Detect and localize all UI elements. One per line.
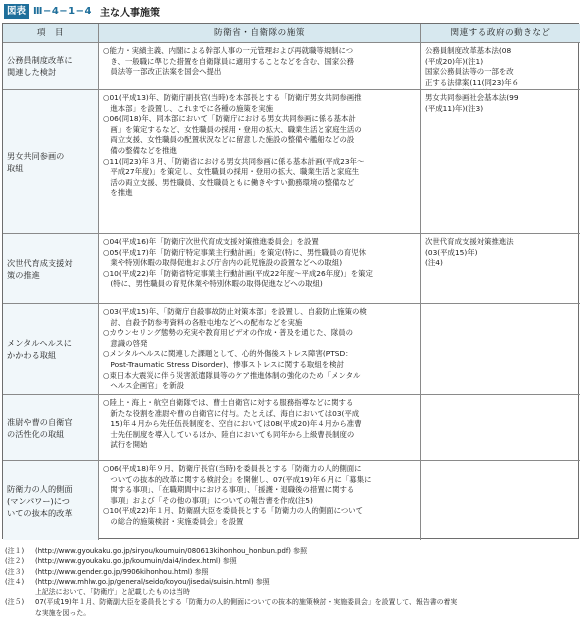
government-action-line: (03(平成15)年) <box>425 247 478 257</box>
measure-line: ○06(平成18)年９月、防衛庁長官(当時)を委員長とする「防衛力の人的側面に <box>103 464 362 473</box>
footnote-label: (注３) <box>5 567 25 576</box>
row-item-label <box>3 43 99 90</box>
government-action-line: 男女共同参画社会基本法(99 <box>425 93 519 102</box>
government-action-line: (平成20)年)(注1) <box>425 56 484 66</box>
table-header-cell: 項 目 <box>3 24 99 43</box>
row-measures <box>99 90 421 234</box>
government-action-line: (平成11)年)(注3) <box>425 103 484 113</box>
footnote-text <box>35 567 577 577</box>
measure-line: 画」を策定するなど、女性職員の採用・登用の拡大、職業生活と家庭生活の <box>103 124 362 134</box>
measure-line: 討、自殺予防参考資料の各駐屯地などへの配布などを実施 <box>103 317 303 327</box>
row-government-actions <box>421 461 580 540</box>
row-measures <box>99 234 421 304</box>
row-measures <box>99 395 421 461</box>
measure-line: ついての抜本的改革に関する検討会」を開催し、07(平成19)年６月に「募集に <box>103 474 372 484</box>
row-item-label <box>3 234 99 304</box>
footnote-text <box>35 546 577 556</box>
footnotes <box>5 546 577 618</box>
measure-line: ○能力・実績主義、内閣による幹部人事の一元管理および再就職等規制につ <box>103 46 354 55</box>
row-item-line: 防衛力の人的側面 <box>7 483 73 494</box>
row-item-line: 公務員制度改革に <box>7 55 73 65</box>
measure-line: 備の整備などを推進 <box>103 145 177 155</box>
measure-line: 試行を開始 <box>103 440 148 450</box>
row-item-line: メンタルヘルスに <box>7 338 72 348</box>
footnote-line: (http://www.gender.go.jp/9906kihonhou.html) 参照 <box>35 567 209 576</box>
row-item-text <box>7 150 64 174</box>
figure-heading <box>4 3 160 19</box>
measure-line: き、一般職に準じた措置を自衛隊員に適用することなどを含む、国家公務 <box>103 56 354 66</box>
figure-badge: 図表 <box>4 4 29 19</box>
row-government-actions <box>421 304 580 395</box>
row-item-line: 次世代育成支援対 <box>7 257 73 268</box>
footnote-text <box>35 577 577 598</box>
measure-line: 15)年４月から先任伍長制度を、空自においては08(平成20)年４月から准曹 <box>103 419 362 429</box>
footnote-label: (注１) <box>5 547 25 555</box>
measure-line: 両立支援、女性職員の配置状況などに留意した施設の整備や艦船などの設 <box>103 135 355 145</box>
footnote-line: 上記法において、「防衛庁」と記載したものは当時 <box>35 588 190 597</box>
measure-line: ○カウンセリング態勢の充実や教育用ビデオの作成・普及を通じた、隊員の <box>103 328 354 338</box>
footnote <box>5 597 577 618</box>
measure-line: 士先任制度を導入しているほか、陸自においても同年から上級曹長制度の <box>103 429 355 439</box>
government-action-line: (注4) <box>425 258 443 268</box>
measure-line: の総合的施策検討・実施委員会」を設置 <box>103 516 244 526</box>
footnote-label: (注２) <box>5 557 25 566</box>
measure-line: ○01(平成13)年、防衛庁副長官(当時)を本部長とする「防衛庁男女共同参画推 <box>103 93 362 102</box>
footnote-label: (注５) <box>5 598 25 607</box>
row-item-line: かかわる取組 <box>7 350 57 360</box>
measure-line: ○10(平成22)年「防衛省特定事業主行動計画(平成22年度〜平成26年度)」を策定 <box>103 268 373 278</box>
row-item-text <box>7 416 73 440</box>
government-action-line: 国家公務員法等の一部を改 <box>425 67 514 77</box>
measure-line: 活の両立支援、男性職員、女性職員ともに働きやすい勤務環境の整備など <box>103 177 355 187</box>
measure-line: 業や特別休暇の取得促進および庁舎内の託児施設の設置などへの取組) <box>103 258 343 268</box>
row-item-label <box>3 395 99 461</box>
measure-line: (特に、男性職員の育児休業や特別休暇の取得促進などへの取組) <box>103 279 323 289</box>
row-item-line: 准尉や曹の自衛官 <box>7 416 73 427</box>
footnote-line: (http://www.gyoukaku.go.jp/koumuin/dai4/index.html) 参照 <box>35 557 237 566</box>
row-measures <box>99 43 421 90</box>
measure-line: ○陸上・海上・航空自衛隊では、曹士自衛官に対する服務指導などに関する <box>103 398 354 407</box>
figure-title: 主な人事施策 <box>99 7 160 19</box>
row-item-line: 関連した検討 <box>7 67 57 77</box>
measure-line: 事項」および「その他の事項」についての報告書を作成(注5) <box>103 495 313 505</box>
measure-line: Post-Traumatic Stress Disorder)、惨事ストレスに関する取組を検討 <box>103 359 344 369</box>
measure-line: ○06(同18)年、同本部において「防衛庁における男女共同参画に係る基本計 <box>103 114 356 124</box>
footnote-line: (http://www.gyoukaku.go.jp/siryou/koumuin/080613kihonhou_honbun.pdf) 参照 <box>35 547 307 555</box>
row-item-text <box>7 257 73 281</box>
measure-line: ○11(同23)年３月、「防衛省における男女共同参画に係る基本計画(平成23年〜 <box>103 156 365 166</box>
footnote-text <box>35 597 577 618</box>
footnote-text <box>35 556 577 566</box>
row-item-line: の活性化の取組 <box>7 428 65 439</box>
footnote <box>5 567 577 577</box>
measure-line: 新たな役割を准尉や曹の自衛官に付与。たとえば、海自においては03(平成 <box>103 408 360 418</box>
footnote-line: (http://www.mhlw.go.jp/general/seido/koyou/jisedai/suisin.html) 参照 <box>35 577 270 586</box>
row-item-line: 取組 <box>7 162 24 173</box>
row-item-line: 男女共同参画の <box>7 150 65 161</box>
row-government-actions <box>421 43 580 90</box>
figure-number: Ⅲ−4−1−4 <box>33 5 92 17</box>
policy-table <box>2 23 579 539</box>
measure-line: 意識の啓発 <box>103 338 148 348</box>
government-action-line: 次世代育成支援対策推進法 <box>425 237 514 246</box>
table-header-cell: 関連する政府の動きなど <box>421 24 580 43</box>
row-measures <box>99 461 421 540</box>
footnote-line: な実施を図った。 <box>35 608 91 617</box>
government-action-line: 公務員制度改革基本法(08 <box>425 46 512 55</box>
measure-line: ○10(平成22)年１月、防衛副大臣を委員長とする「防衛力の人的側面について <box>103 506 363 516</box>
measure-line: ○東日本大震災に伴う災害派遣隊員等のケア推進体制の強化のため「メンタル <box>103 370 361 380</box>
table-header-cell: 防衛省・自衛隊の施策 <box>99 24 421 43</box>
footnote <box>5 546 577 556</box>
measure-line: ○03(平成15)年、「防衛庁自殺事故防止対策本部」を設置し、自殺防止施策の検 <box>103 307 367 316</box>
measure-line: を推進 <box>103 188 133 198</box>
row-item-line: 策の推進 <box>7 269 40 280</box>
measure-line: 員法等一部改正法案を国会へ提出 <box>103 67 222 77</box>
row-item-label <box>3 90 99 234</box>
row-item-label <box>3 461 99 540</box>
measure-line: 進本部」を設置し、これまでに各種の施策を実施 <box>103 103 273 113</box>
row-item-text <box>7 54 73 78</box>
row-item-line: いての抜本的改革 <box>7 507 73 518</box>
footnote-label: (注４) <box>5 577 25 586</box>
measure-line: ヘルス企画官」を新設 <box>103 381 185 391</box>
row-item-text <box>7 483 73 519</box>
row-item-text <box>7 337 72 361</box>
row-government-actions <box>421 234 580 304</box>
footnote <box>5 577 577 598</box>
measure-line: ○04(平成16)年「防衛庁次世代育成支援対策推進委員会」を設置 <box>103 237 319 246</box>
row-measures <box>99 304 421 395</box>
row-item-label <box>3 304 99 395</box>
measure-line: 関する事項」、「在職期間中における事項」、「援護・退職後の措置に関する <box>103 485 355 495</box>
government-action-line: 正する法律案(11(同23)年６ <box>425 77 519 87</box>
row-government-actions <box>421 395 580 461</box>
footnote <box>5 556 577 566</box>
measure-line: 平成27年度)」を策定し、女性職員の採用・登用の拡大、職業生活と家庭生 <box>103 167 360 177</box>
footnote-line: 07(平成19)年１月、防衛副大臣を委員長とする「防衛力の人的側面についての抜本的施策検討・実施委員会」を設置して、報告書の着実 <box>35 598 458 607</box>
row-government-actions <box>421 90 580 234</box>
row-item-line: (マンパワー)につ <box>7 495 70 506</box>
measure-line: ○05(平成17)年「防衛庁特定事業主行動計画」を策定(特に、男性職員の育児休 <box>103 247 367 257</box>
measure-line: ○メンタルヘルスに関連した課題として、心的外傷後ストレス障害(PTSD： <box>103 349 353 359</box>
